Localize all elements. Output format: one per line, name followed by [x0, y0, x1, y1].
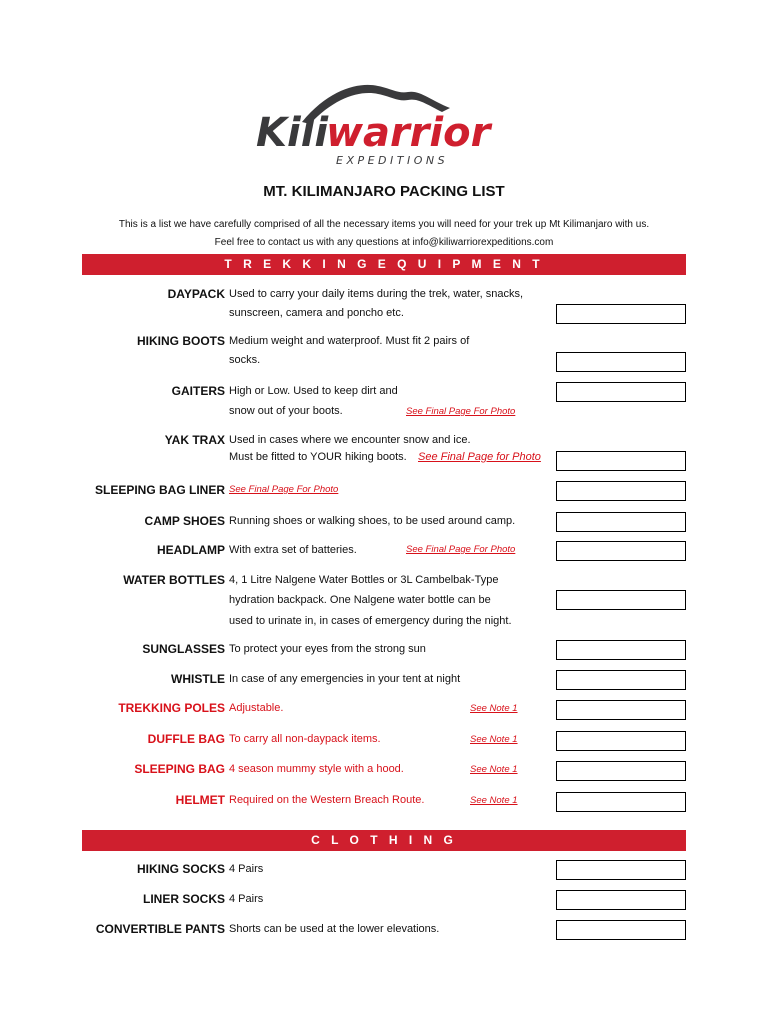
checkbox-yak-trax[interactable] — [556, 451, 686, 471]
item-name-duffle-bag: DUFFLE BAG — [147, 732, 225, 746]
note-helmet-link[interactable]: See Note 1 — [470, 795, 518, 806]
note-yak-trax-link[interactable]: See Final Page for Photo — [418, 451, 541, 463]
item-name-whistle: WHISTLE — [171, 672, 225, 686]
item-name-gaiters: GAITERS — [171, 384, 225, 398]
item-name-yak-trax: YAK TRAX — [164, 433, 225, 447]
item-desc-water-bottles-1: 4, 1 Litre Nalgene Water Bottles or 3L Cambelbak-Type — [229, 574, 499, 586]
item-desc-hiking-socks-1: 4 Pairs — [229, 863, 264, 875]
item-desc-yak-trax-1: Used in cases where we encounter snow and ice. — [229, 434, 471, 446]
item-desc-gaiters-1: High or Low. Used to keep dirt and — [229, 385, 398, 397]
item-name-liner-socks: LINER SOCKS — [142, 892, 225, 906]
checkbox-hiking-socks[interactable] — [556, 860, 686, 880]
checkbox-water-bottles[interactable] — [556, 590, 686, 610]
item-desc-duffle-bag-1: To carry all non-daypack items. — [229, 733, 381, 745]
item-name-sleeping-bag: SLEEPING BAG — [134, 762, 225, 776]
item-desc-daypack-1: Used to carry your daily items during the trek, water, snacks, — [229, 288, 524, 300]
item-desc-yak-trax-2: Must be fitted to YOUR hiking boots. — [229, 451, 407, 463]
checkbox-sleeping-bag[interactable] — [556, 761, 686, 781]
item-name-trekking-poles: TREKKING POLES — [118, 701, 225, 715]
page-title: MT. KILIMANJARO PACKING LIST — [263, 183, 505, 200]
note-gaiters-link[interactable]: See Final Page For Photo — [406, 406, 516, 417]
item-name-hiking-socks: HIKING SOCKS — [136, 862, 225, 876]
intro-text-line-1: This is a list we have carefully comprised of all the necessary items you will need for your trek up Mt Kilimanjaro with us. — [118, 219, 650, 230]
intro-text-line-2: Feel free to contact us with any questions at info@kiliwarriorexpeditions.com — [214, 237, 554, 248]
section-header-trekking-equipment: T R E K K I N G E Q U I P M E N T — [82, 254, 686, 275]
checkbox-duffle-bag[interactable] — [556, 731, 686, 751]
checkbox-sunglasses[interactable] — [556, 640, 686, 660]
checkbox-camp-shoes[interactable] — [556, 512, 686, 532]
logo-wordmark-kili: Kili — [256, 110, 329, 156]
item-desc-water-bottles-2: hydration backpack. One Nalgene water bottle can be — [229, 594, 491, 606]
item-desc-camp-shoes-1: Running shoes or walking shoes, to be used around camp. — [229, 515, 516, 527]
section-header-clothing: C L O T H I N G — [82, 830, 686, 851]
item-name-helmet: HELMET — [175, 793, 225, 807]
note-sleeping-bag-liner-link[interactable]: See Final Page For Photo — [229, 484, 339, 495]
checkbox-convertible-pants[interactable] — [556, 920, 686, 940]
item-desc-convertible-pants-1: Shorts can be used at the lower elevations. — [229, 923, 440, 935]
checkbox-daypack[interactable] — [556, 304, 686, 324]
item-desc-helmet-1: Required on the Western Breach Route. — [229, 794, 425, 806]
item-name-sleeping-bag-liner: SLEEPING BAG LINER — [94, 483, 225, 497]
item-name-hiking-boots: HIKING BOOTS — [136, 334, 225, 348]
item-desc-sleeping-bag-1: 4 season mummy style with a hood. — [229, 763, 404, 775]
item-desc-headlamp-1: With extra set of batteries. — [229, 544, 357, 556]
checkbox-sleeping-bag-liner[interactable] — [556, 481, 686, 501]
item-desc-water-bottles-3: used to urinate in, in cases of emergency during the night. — [229, 615, 512, 627]
checkbox-headlamp[interactable] — [556, 541, 686, 561]
item-name-daypack: DAYPACK — [167, 287, 225, 301]
note-sleeping-bag-link[interactable]: See Note 1 — [470, 764, 518, 775]
item-desc-sunglasses-1: To protect your eyes from the strong sun — [229, 643, 426, 655]
checkbox-gaiters[interactable] — [556, 382, 686, 402]
checkbox-liner-socks[interactable] — [556, 890, 686, 910]
logo-tagline: E X P E D I T I O N S — [336, 154, 445, 167]
item-name-sunglasses: SUNGLASSES — [142, 642, 225, 656]
item-desc-hiking-boots-1: Medium weight and waterproof. Must fit 2 pairs of — [229, 335, 470, 347]
note-headlamp-link[interactable]: See Final Page For Photo — [406, 544, 516, 555]
checkbox-hiking-boots[interactable] — [556, 352, 686, 372]
note-trekking-poles-link[interactable]: See Note 1 — [470, 703, 518, 714]
item-desc-trekking-poles-1: Adjustable. — [229, 702, 284, 714]
item-desc-hiking-boots-2: socks. — [229, 354, 261, 366]
checkbox-trekking-poles[interactable] — [556, 700, 686, 720]
item-name-convertible-pants: CONVERTIBLE PANTS — [95, 922, 225, 936]
item-name-water-bottles: WATER BOTTLES — [123, 573, 225, 587]
item-name-camp-shoes: CAMP SHOES — [144, 514, 225, 528]
item-name-headlamp: HEADLAMP — [157, 543, 225, 557]
checkbox-whistle[interactable] — [556, 670, 686, 690]
item-desc-gaiters-2: snow out of your boots. — [229, 405, 343, 417]
item-desc-liner-socks-1: 4 Pairs — [229, 893, 264, 905]
checkbox-helmet[interactable] — [556, 792, 686, 812]
note-duffle-bag-link[interactable]: See Note 1 — [470, 734, 518, 745]
item-desc-daypack-2: sunscreen, camera and poncho etc. — [229, 307, 404, 319]
kiliwarrior-logo — [250, 78, 550, 170]
logo-wordmark-warrior: warrior — [326, 110, 491, 156]
item-desc-whistle-1: In case of any emergencies in your tent at night — [229, 673, 461, 685]
